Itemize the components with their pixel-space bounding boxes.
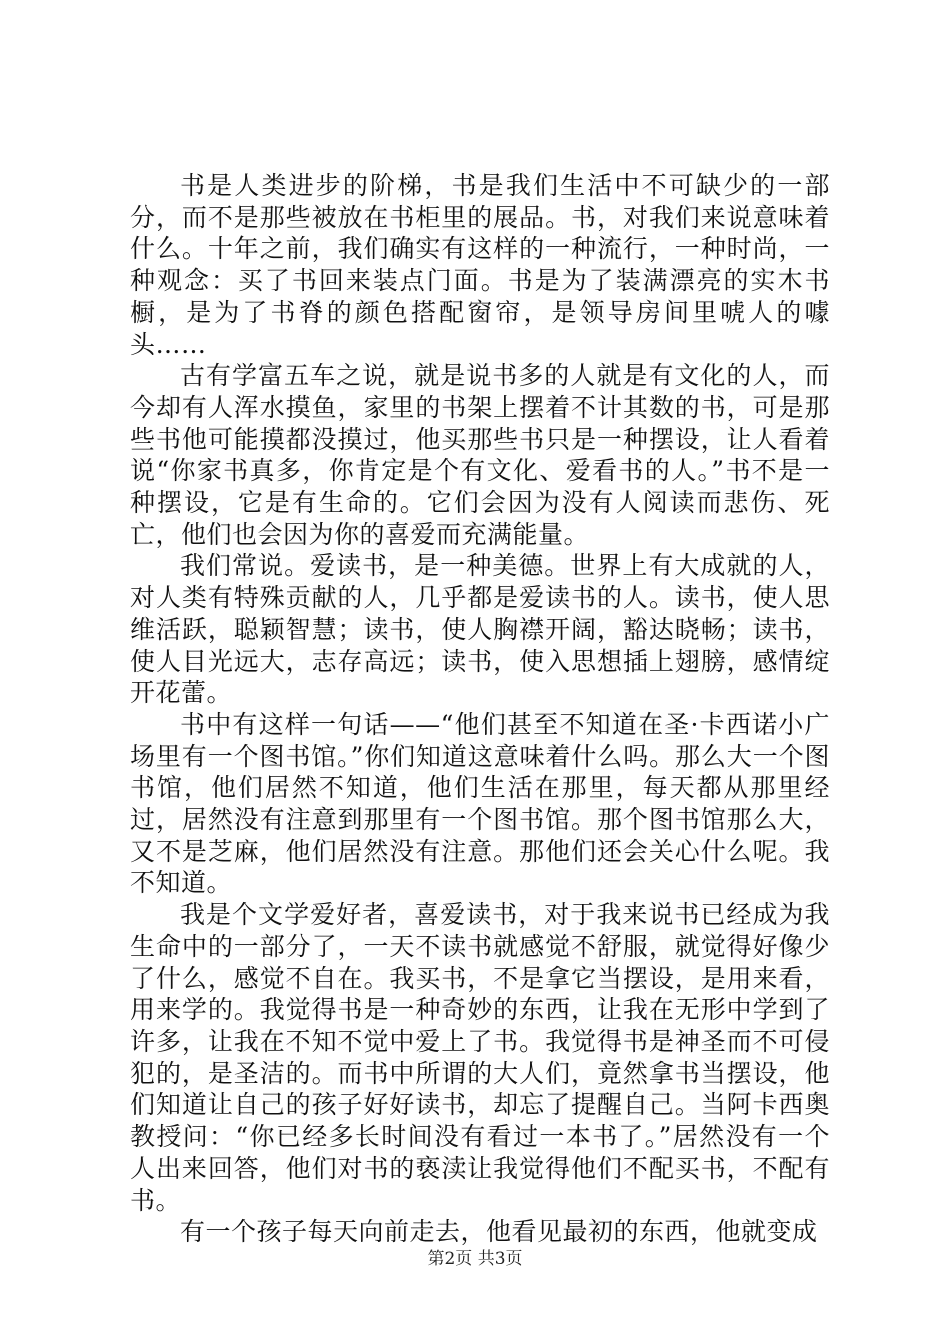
page-footer: 第2页 共3页 xyxy=(427,1249,523,1269)
document-body xyxy=(130,170,830,1248)
paragraph-4: 书中有这样一句话——“他们甚至不知道在圣·卡西诺小广场里有一个图书馆。”你们知道这意味着什么吗。那么大一个图书馆，他们居然不知道，他们生活在那里，每天都从那里经过，居然没有注意到那里有一个图书馆。那个图书馆那么大，又不是芝麻，他们居然没有注意。那他们还会关心什么呢。我不知道。 xyxy=(130,709,830,898)
paragraph-3: 我们常说。爱读书，是一种美德。世界上有大成就的人，对人类有特殊贡献的人，几乎都是爱读书的人。读书，使人思维活跃，聪颖智慧；读书，使人胸襟开阔，豁达晓畅；读书，使人目光远大，志存高远；读书，使入思想插上翅膀，感情绽开花蕾。 xyxy=(130,551,830,708)
paragraph-2: 古有学富五车之说，就是说书多的人就是有文化的人，而今却有人浑水摸鱼，家里的书架上摆着不计其数的书，可是那些书他可能摸都没摸过，他买那些书只是一种摆设，让人看着说“你家书真多，你肯定是个有文化、爱看书的人。”书不是一种摆设，它是有生命的。它们会因为没有人阅读而悲伤、死亡，他们也会因为你的喜爱而充满能量。 xyxy=(130,361,830,549)
paragraph-6: 有一个孩子每天向前走去，他看见最初的东西，他就变成 xyxy=(180,1217,818,1247)
paragraph-5: 我是个文学爱好者，喜爱读书，对于我来说书已经成为我生命中的一部分了，一天不读书就感觉不舒服，就觉得好像少了什么，感觉不自在。我买书，不是拿它当摆设，是用来看，用来学的。我觉得书是一种奇妙的东西，让我在无形中学到了许多，让我在不知不觉中爱上了书。我觉得书是神圣而不可侵犯的，是圣洁的。而书中所谓的大人们，竟然拿书当摆设，他们知道让自己的孩子好好读书，却忘了提醒自己。当阿卡西奥教授问：“你已经多长时间没有看过一本书了。”居然没有一个人出来回答，他们对书的亵渎让我觉得他们不配买书，不配有书。 xyxy=(130,900,830,1215)
paragraph-1: 书是人类进步的阶梯，书是我们生活中不可缺少的一部分，而不是那些被放在书柜里的展品。书，对我们来说意味着什么。十年之前，我们确实有这样的一种流行，一种时尚，一种观念：买了书回来装点门面。书是为了装满漂亮的实木书橱，是为了书脊的颜色搭配窗帘，是领导房间里唬人的噱头…… xyxy=(130,171,830,359)
